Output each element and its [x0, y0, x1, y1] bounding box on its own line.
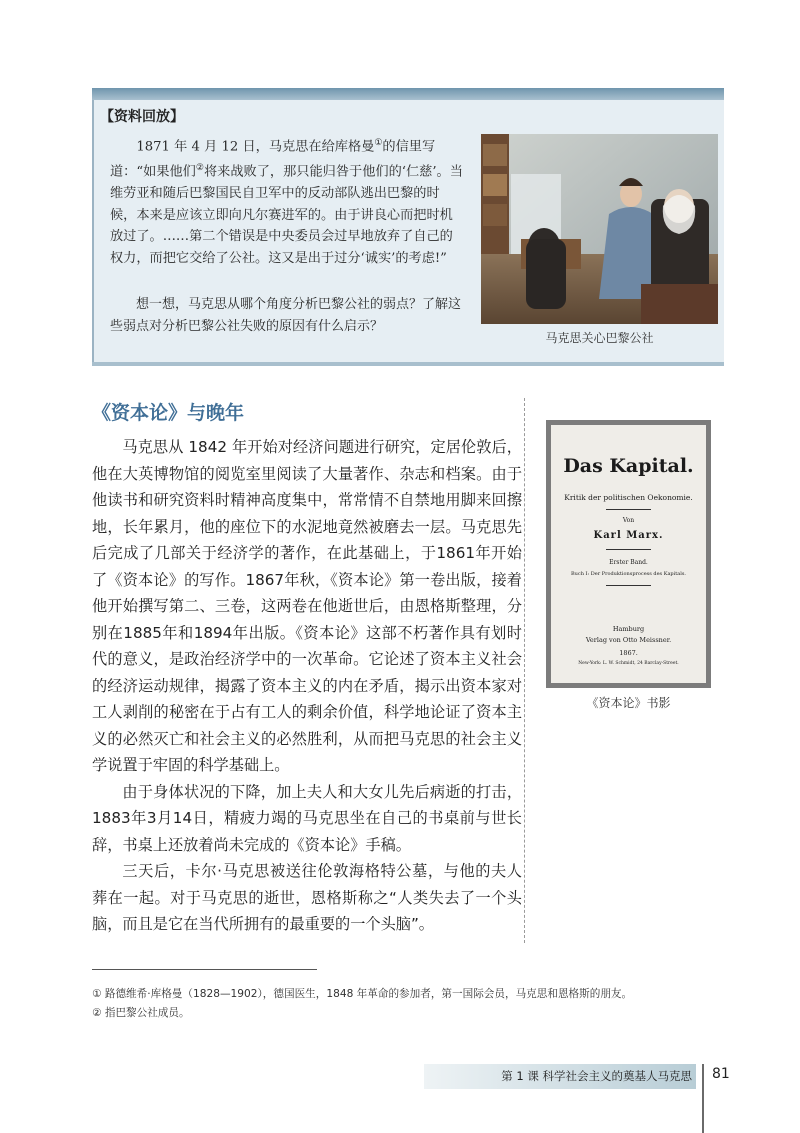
main-body-text — [92, 434, 522, 938]
cover-book: Buch I: Der Produktionsprocess des Kapitals. — [571, 571, 686, 577]
think-question: 想一想，马克思从哪个角度分析巴黎公社的弱点？了解这些弱点对分析巴黎公社失败的原因有什么启示？ — [110, 297, 462, 334]
footnote-1: ① 路德维希·库格曼（1828—1902），德国医生，1848 年革命的参加者，第一国际会员，马克思和恩格斯的朋友。 — [92, 988, 633, 1000]
box-bottom-border — [92, 362, 724, 366]
cover-publisher: Verlag von Otto Meissner. — [585, 636, 672, 644]
footnotes — [92, 985, 732, 1023]
marx-painting-image — [481, 134, 718, 324]
footer-lesson-title: 第 1 课 科学社会主义的奠基人马克思 — [501, 1069, 692, 1083]
quote-text: 1871 年 4 月 12 日，马克思在给库格曼①的信里写道：“如果他们②将来战败了，那只能归咎于他们的‘仁慈’。当维劳亚和随后巴黎国民自卫军中的反动部队逃出巴黎的时候，本来是应该立即向凡尔赛进军的。由于讲良心而把时机放过了。……第二个错误是中央委员会过早地放弃了自己的权力，而把它交给了公社。这又是出于过分‘诚实’的考虑!” — [110, 138, 463, 266]
paragraph: 马克思从 1842 年开始对经济问题进行研究，定居伦敦后，他在大英博物馆的阅览室里阅读了大量著作、杂志和档案。由于他读书和研究资料时精神高度集中，常常情不自禁地用脚来回擦地，长年累月，他的座位下的水泥地竟然被磨去一层。马克思先后完成了几部关于经济学的著作，在此基础上，于1861年开始了《资本论》的写作。1867年秋，《资本论》第一卷出版，接着他开始撰写第二、三卷，这两卷在他逝世后，由恩格斯整理，分别在1885年和1894年出版。《资本论》这部不朽著作具有划时代的意义，是政治经济学中的一次革命。它论述了资本主义社会的经济运动规律，揭露了资本主义的内在矛盾，揭示出资本家对工人剥削的秘密在于占有工人的剩余价值，科学地论证了资本主义的必然灭亡和社会主义的必然胜利，从而把马克思的社会主义学说置于牢固的科学基础上。 — [92, 438, 522, 774]
das-kapital-cover-image — [551, 425, 706, 683]
section-title: 《资本论》与晚年 — [92, 402, 245, 424]
footnote-ref-1[interactable]: ① — [374, 138, 383, 148]
cover-subtitle: Kritik der politischen Oekonomie. — [564, 493, 693, 502]
column-divider — [524, 398, 525, 943]
footnote-2: ② 指巴黎公社成员。 — [92, 1007, 190, 1019]
cover-printer: New-York: L. W. Schmidt, 24 Barclay-Street. — [578, 661, 679, 666]
cover-year: 1867. — [619, 649, 638, 657]
cover-rule — [606, 509, 651, 510]
cover-volume: Erster Band. — [609, 559, 648, 566]
box-title: 【资料回放】 — [100, 109, 184, 125]
cover-von: Von — [622, 517, 635, 524]
box-left-border — [92, 100, 94, 366]
footnote-ref-2[interactable]: ② — [195, 162, 204, 173]
cover-title: Das Kapital. — [563, 455, 694, 477]
painting-caption: 马克思关心巴黎公社 — [545, 331, 654, 345]
footnote-divider — [92, 969, 317, 970]
cover-rule — [606, 549, 651, 550]
painting-illustration — [481, 134, 718, 324]
footer-divider — [702, 1064, 704, 1133]
cover-author: Karl Marx. — [593, 530, 664, 541]
cover-city: Hamburg — [612, 625, 645, 633]
paragraph: 由于身体状况的下降，加上夫人和大女儿先后病逝的打击，1883年3月14日，精疲力竭的马克思坐在自己的书桌前与世长辞，书桌上还放着尚未完成的《资本论》手稿。 — [92, 782, 522, 854]
cover-rule — [606, 585, 651, 586]
box-header-bar — [92, 88, 724, 100]
paragraph: 三天后，卡尔·马克思被送往伦敦海格特公墓，与他的夫人葬在一起。对于马克思的逝世，恩格斯称之“人类失去了一个头脑，而且是它在当代所拥有的最重要的一个头脑”。 — [92, 862, 522, 933]
cover-caption: 《资本论》书影 — [586, 696, 671, 710]
page-number: 81 — [712, 1066, 730, 1082]
